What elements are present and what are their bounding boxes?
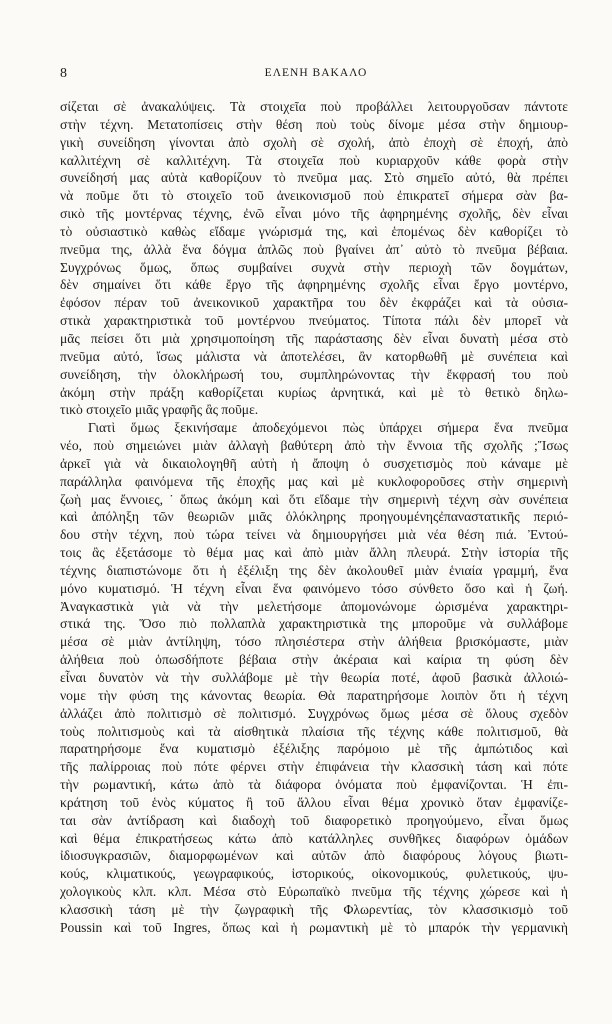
text-line: ἀρκεῖ γιὰ νὰ δικαιολογηθῆ αὐτὴ ἡ ἄποψη ὁ συσχετισμὸς ποὺ κάναμε μὲ bbox=[60, 455, 568, 471]
text-line: σικὸ τῆς μοντέρνας τέχνης, ἐνῶ εἶναι μόνο τῆς ἀφηρημένης σχολῆς, δὲν εἶναι bbox=[60, 206, 568, 222]
text-line: γικὴ συνείδηση γίνονται ἀπὸ σχολὴ σὲ σχολή, ἀπὸ ἐποχὴ σὲ ἐποχή, ἀπὸ bbox=[60, 134, 568, 150]
text-line: τικὸ στοιχεῖο μιᾶς γραφῆς ἂς ποῦμε. bbox=[60, 402, 259, 418]
text-line: Γιατὶ ὅμως ξεκινήσαμε ἀποδεχόμενοι πὼς ὑπάρχει σήμερα ἕνα πνεῦμα bbox=[88, 420, 568, 436]
text-line: τοὺς πολιτισμοὺς καὶ τὰ αἰσθητικὰ πλαίσια τῆς τέχνης κάθε πολιτισμοῦ, θὰ bbox=[60, 723, 568, 739]
text-line: παρατηρήσομε ἕνα κυματισμὸ ἐξέλιξης παρόμοιο μὲ τῆς ἀμπώτιδος καὶ bbox=[60, 741, 568, 757]
text-line: στικὰ χαρακτηριστικὰ τοῦ μοντέρνου πνεύματος. Τίποτα πάλι δὲν μπορεῖ νὰ bbox=[60, 313, 568, 329]
text-line: πνεῦμα αὐτό, ἴσως μάλιστα νὰ ἀποτελέσει, ἂν κατορθωθῆ μὲ συνέπεια καὶ bbox=[60, 348, 568, 364]
text-line: Poussin καὶ τοῦ Ingres, ὅπως καὶ ἡ ρωμαντικὴ μὲ τὸ μπαρόκ τὴν γερμανικὴ bbox=[60, 919, 568, 935]
text-line: μᾶς πείσει ὅτι μιὰ χρησιμοποίηση τῆς παράστασης δὲν εἶναι δυνατὴ μέσα στὸ bbox=[60, 330, 568, 346]
text-line: ἀλήθεια ποὺ ὁπωσδήποτε βέβαια στὴν ἀκέραια καὶ καίρια τη φύση δὲν bbox=[60, 652, 568, 668]
paragraph bbox=[60, 98, 568, 419]
text-line: μόνο κυματισμό. Ἡ τέχνη εἶναι ἕνα φαινόμενο τόσο σύνθετο ὅσο καὶ ἡ ζωή. bbox=[60, 580, 568, 596]
text-line: νὰ ποῦμε ὅτι τὸ στοιχεῖο τοῦ ἀνεικονισμοῦ ποὺ ἐπικρατεῖ σήμερα σὰν βα- bbox=[60, 188, 568, 204]
text-line: στὴν τέχνη. Μετατοπίσεις στὴν θέση ποὺ τοὺς δίνομε μέσα στὴν δημιουρ- bbox=[60, 116, 568, 132]
text-line: καλλιτέχνη σὲ καλλιτέχνη. Τὰ στοιχεῖα ποὺ κυριαρχοῦν κάθε φορὰ στὴν bbox=[60, 152, 568, 168]
text-line: ἐφόσον πέραν τοῦ ἀνεικονικοῦ χαρακτῆρα του δὲν ἐκφράζει καὶ τὰ οὐσια- bbox=[60, 295, 568, 311]
text-line: καὶ θέμα ἐπικρατήσεως κάτω ἀπὸ κατάλληλες συνθῆκες διαφόρων ὁμάδων bbox=[60, 830, 568, 846]
text-line: στικά της. Ὅσο πιὸ πολλαπλὰ χαρακτηριστικὰ της μποροῦμε νὰ συλλάβομε bbox=[60, 616, 568, 632]
text-line: κράτηση τοῦ ἑνὸς κύματος ἢ τοῦ ἄλλου εἶναι θέμα χρονικὸ ὅταν ἐμφανίζε- bbox=[60, 794, 568, 810]
text-line: Συγχρόνως ὅμως, ὅπως συμβαίνει συχνὰ στὴν περιοχὴ τῶν δογμάτων, bbox=[60, 259, 568, 275]
text-line: πνεῦμα της, ἀλλὰ ἕνα δόγμα ἁπλῶς ποὺ βγαίνει ἀπ᾽ αὐτὸ τὸ πνεῦμα βέβαια. bbox=[60, 241, 568, 257]
text-line: κλασσικὴ τάση μὲ τὴν ζωγραφικὴ τῆς Φλωρεντίας, τὸν κλασσικισμὸ τοῦ bbox=[60, 901, 568, 917]
text-line: δου στὴν τέχνη, ποὺ τώρα τείνει νὰ δημιουργήσει μιὰ νέα θέση πιά. Ἐντού- bbox=[60, 527, 568, 543]
page-number: 8 bbox=[60, 66, 67, 81]
text-line: τέχνης διαπιστώνομε ὅτι ἡ ἐξέλιξη της δὲν ἀκολουθεῖ μιὰν ἑνιαία γραμμή, ἕνα bbox=[60, 562, 568, 578]
text-line: νομε τὴν φύση της κάνοντας θεωρία. Θὰ παρατηρήσομε λοιπὸν ὅτι ἡ τέχνη bbox=[60, 687, 568, 703]
text-line: μέσα σὲ μιὰν ἀντίληψη, τόσο πλησιέστερα στὴν ἀλήθεια βρισκόμαστε, μιὰν bbox=[60, 634, 568, 650]
text-line: ται σὰν ἀντίδραση καὶ διαδοχὴ τοῦ διαφορετικὸ προηγούμενο, εἶναι ὅμως bbox=[60, 812, 568, 828]
text-line: κούς, κλιματικούς, γεωγραφικούς, ἱστορικούς, οἰκονομικούς, φυλετικούς, ψυ- bbox=[60, 866, 568, 882]
text-line: ζωὴ μας ἔννοιες,˙ὅπως ἀκόμη καὶ ὅτι εἴδαμε τὴν σημερινὴ τέχνη σὰν συνέπεια bbox=[60, 491, 568, 507]
text-line: ἀλλάζει ἀπὸ πολιτισμὸ σὲ πολιτισμό. Συγχρόνως ὅμως μέσα σὲ ὅλους σχεδὸν bbox=[60, 705, 568, 721]
running-head: ΕΛΕΝΗ ΒΑΚΑΛΟ bbox=[264, 67, 368, 79]
text-line: ἀκόμη στὴν πράξη καθορίζεται κυρίως ἀρνητικά, καὶ μὲ τὸ θετικὸ δηλω- bbox=[60, 384, 568, 400]
text-line: σίζεται σὲ ἀνακαλύψεις. Τὰ στοιχεῖα ποὺ προβάλλει λειτουργοῦσαν πάντοτε bbox=[60, 99, 568, 114]
text-line: χολογικοὺς κλπ. κλπ. Μέσα στὸ Εὐρωπαϊκὸ πνεῦμα τῆς τέχνης χώρεσε καὶ ἡ bbox=[60, 884, 568, 900]
body-text bbox=[60, 98, 568, 998]
text-line: τοις ἂς ἐξετάσομε τὸ θέμα μας καὶ ἀπὸ μιὰν ἄλλη πλευρά. Στὴν ἱστορία τῆς bbox=[60, 545, 568, 561]
text-line: τὸ οὐσιαστικὸ καθὼς εἴδαμε γνώρισμά της, καὶ ἑπομένως δὲν καθορίζει τὸ bbox=[60, 223, 568, 239]
paragraph bbox=[60, 419, 568, 936]
text-line: νέο, ποὺ σημειώνει μιὰν ἀλλαγὴ βαθύτερη ἀπὸ τὴν ἔννοια τῆς σχολῆς ;Ἴσως bbox=[60, 438, 568, 454]
text-line: παράλληλα φαινόμενα τῆς ἐποχῆς μας καὶ μὲ κυκλοφοροῦσες στὴν σημερινὴ bbox=[60, 473, 568, 489]
text-line: τῆς παλίρροιας ποὺ πότε φέρνει στὴν ἐπιφάνεια τὴν κλασσικὴ τάση καὶ πότε bbox=[60, 759, 568, 775]
text-line: Ἀναγκαστικὰ γιὰ νὰ τὴν μελετήσομε ἀπομονώνομε ὡρισμένα χαρακτηρι- bbox=[60, 598, 568, 614]
text-line: συνείδηση, τὴν ὁλοκλήρωσή του, συμπληρώνοντας τὴν ἔκφρασή του ποὺ bbox=[60, 366, 568, 382]
text-line: τὴν ρωμαντική, κάτω ἀπὸ τὰ διάφορα ὀνόματα ποὺ ἐμφανίζονται. Ἡ ἐπι- bbox=[60, 777, 568, 793]
text-line: ἰδιοσυγκρασιῶν, διαμορφωμένων καὶ αὐτῶν ἀπὸ διαφόρους λόγους βιωτι- bbox=[60, 848, 568, 864]
text-line: εἶναι δυνατὸν νὰ τὴν συλλάβομε μὲ τὴν θεωρία ποτέ, ἀφοῦ βασικὰ ἀλλοιώ- bbox=[60, 670, 568, 685]
text-line: συνείδησή μας αὐτὰ καθορίζουν τὸ πνεῦμα μας. Στὸ σημεῖο αὐτό, θὰ πρέπει bbox=[60, 170, 568, 186]
page-header bbox=[60, 66, 572, 82]
text-line: καὶ ἀπόληξη τῶν θεωριῶν μιᾶς ὁλόκληρης προηγουμένηςἐπαναστατικῆς περιό- bbox=[60, 509, 568, 525]
text-line: δὲν σημαίνει ὅτι κάθε ἔργο τῆς ἀφηρημένης σχολῆς εἶναι ἔργο μοντέρνο, bbox=[60, 277, 568, 293]
